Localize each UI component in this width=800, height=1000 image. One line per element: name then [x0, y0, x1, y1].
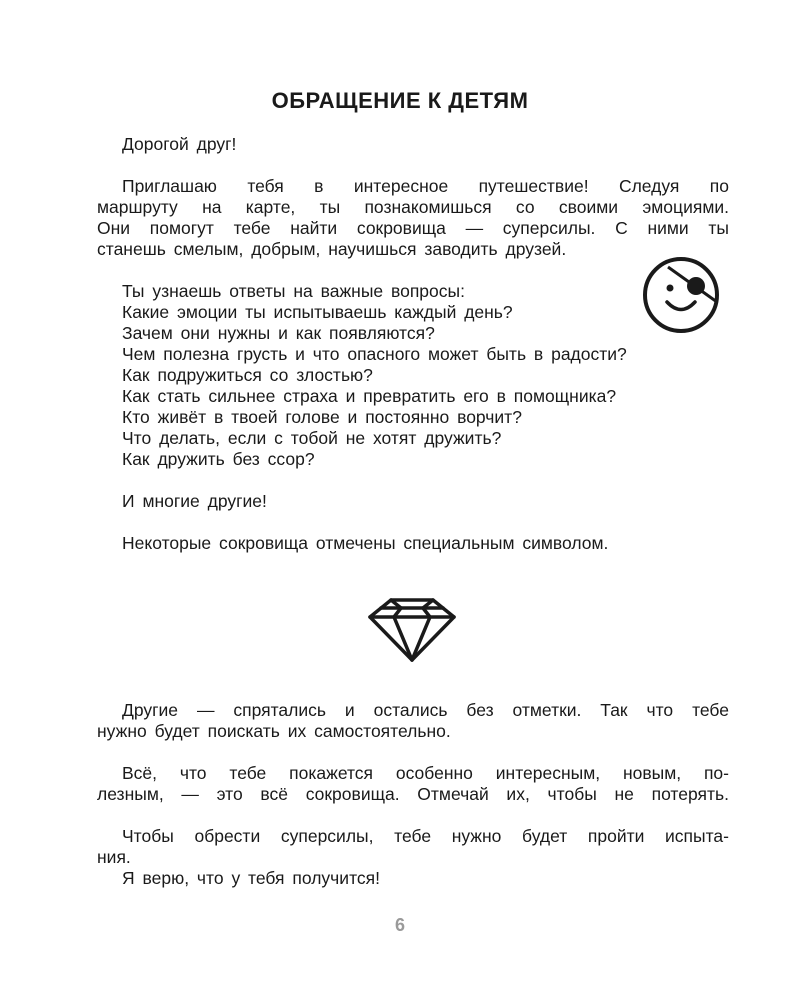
paragraph-line: ния.	[97, 847, 131, 867]
intro-paragraph	[97, 176, 729, 260]
diamond-icon	[367, 597, 457, 663]
paragraph-line: нужно будет поискать их самостоятельно.	[97, 721, 451, 741]
paragraph-line: Другие — спрятались и остались без отметки. Так что тебе	[122, 700, 729, 720]
question-item: Что делать, если с тобой не хотят дружить?	[122, 428, 502, 448]
question-item: Чем полезна грусть и что опасного может быть в радости?	[122, 344, 627, 364]
question-item: Зачем они нужны и как появляются?	[122, 323, 435, 343]
page-number: 6	[394, 915, 405, 935]
question-item: Какие эмоции ты испытываешь каждый день?	[122, 302, 513, 322]
paragraph-line: Чтобы обрести суперсилы, тебе нужно будет пройти испыта-	[122, 826, 729, 846]
superpowers-paragraph	[97, 826, 729, 868]
everything-paragraph	[97, 763, 729, 805]
intro-line: Они помогут тебе найти сокровища — суперсилы. С ними ты	[97, 218, 729, 238]
paragraph-line: Всё, что тебе покажется особенно интересным, новым, по-	[122, 763, 729, 783]
questions-block	[122, 281, 742, 470]
others-hidden-paragraph	[97, 700, 729, 742]
treasures-marked: Некоторые сокровища отмечены специальным символом.	[122, 533, 609, 553]
questions-intro: Ты узнаешь ответы на важные вопросы:	[122, 281, 465, 301]
intro-line: станешь смелым, добрым, научишься заводить друзей.	[97, 239, 567, 259]
question-item: Кто живёт в твоей голове и постоянно ворчит?	[122, 407, 522, 427]
many-others: И многие другие!	[122, 491, 267, 511]
belief: Я верю, что у тебя получится!	[122, 868, 380, 888]
paragraph-line: лезным, — это всё сокровища. Отмечай их, чтобы не потерять.	[97, 784, 729, 804]
question-item: Как дружить без ссор?	[122, 449, 315, 469]
intro-line: Приглашаю тебя в интересное путешествие! Следуя по	[122, 176, 729, 196]
question-item: Как стать сильнее страха и превратить его в помощника?	[122, 386, 617, 406]
intro-line: маршруту на карте, ты познакомишься со своими эмоциями.	[97, 197, 729, 217]
question-item: Как подружиться со злостью?	[122, 365, 373, 385]
page-title: ОБРАЩЕНИЕ К ДЕТЯМ	[271, 88, 529, 113]
greeting: Дорогой друг!	[122, 134, 237, 154]
